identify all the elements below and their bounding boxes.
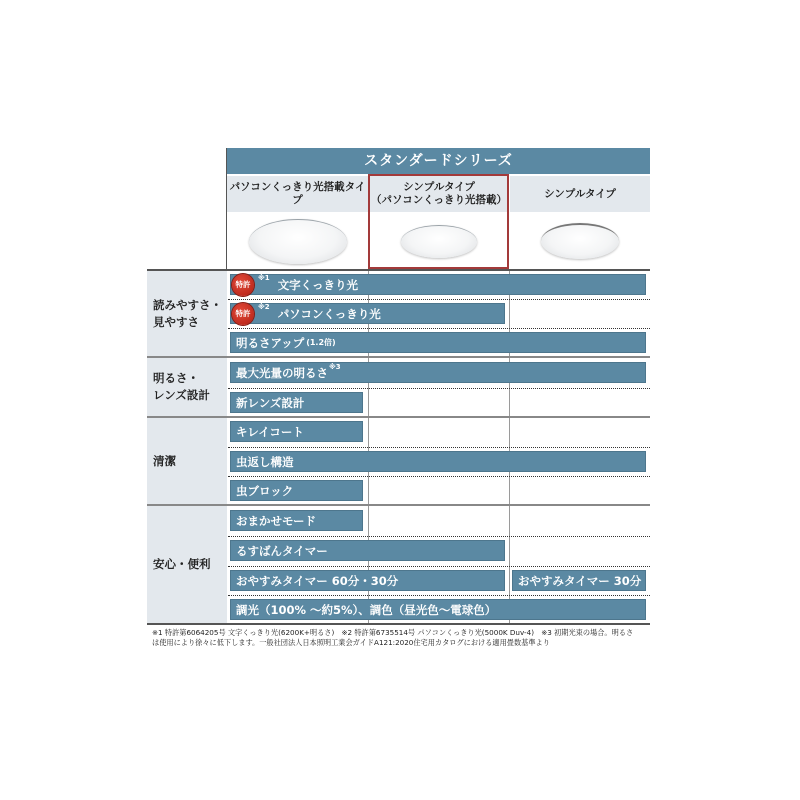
feature-suffix: (1.2倍)	[306, 338, 336, 347]
column-2-label-line1: シンプルタイプ	[403, 181, 475, 193]
category-label: 安心・便利	[153, 557, 211, 571]
row-separator	[228, 595, 650, 596]
feature-bar-insect-return	[230, 451, 646, 472]
row-separator	[228, 447, 650, 448]
category-readability	[147, 271, 227, 356]
ceiling-light-icon	[249, 219, 347, 264]
feature-label: 虫ブロック	[236, 483, 294, 498]
row-separator	[228, 566, 650, 567]
product-image-1	[227, 212, 368, 270]
feature-label: 虫返し構造	[236, 454, 294, 469]
footnotes	[152, 628, 652, 648]
feature-bar-insect-block	[230, 480, 363, 501]
category-label: 明るさ・	[153, 371, 199, 385]
feature-bar-new-lens	[230, 392, 363, 413]
feature-bar-oyasumi-timer-60-30	[230, 570, 505, 591]
section-divider	[147, 416, 650, 418]
footnote-line-1: ※1 特許第6064205号 文字くっきり光(6200K+明るさ) ※2 特許第6735514号 パソコンくっきり光(5000K Duv-4) ※3 初期光束の場合。明るさ	[152, 628, 634, 637]
feature-bar-brightness-up	[230, 332, 646, 353]
column-header-1	[227, 176, 368, 212]
series-title: スタンダードシリーズ	[227, 148, 650, 174]
patent-badge-icon: 特許	[232, 274, 254, 296]
feature-label: るすばんタイマー	[236, 543, 328, 558]
feature-label: 明るさアップ	[236, 335, 305, 350]
feature-label: パソコンくっきり光	[277, 306, 381, 321]
feature-label: 文字くっきり光	[277, 277, 358, 292]
column-2-label-line2: （パソコンくっきり光搭載）	[370, 194, 508, 206]
highlight-frame	[368, 174, 509, 269]
footnote-mark: ※3	[329, 363, 341, 371]
row-separator	[228, 328, 650, 329]
section-divider	[147, 356, 650, 358]
feature-bar-max-brightness	[230, 362, 646, 383]
product-image-3	[510, 212, 650, 270]
feature-bar-oyasumi-timer-30	[512, 570, 646, 591]
column-1-label: パソコンくっきり光搭載タイプ	[229, 181, 366, 206]
feature-bar-kirei-coat	[230, 421, 363, 442]
feature-label: おまかせモード	[236, 513, 317, 528]
category-safety-convenience	[147, 506, 227, 623]
row-separator	[228, 299, 650, 300]
feature-label: キレイコート	[236, 424, 304, 439]
feature-bar-dimming-toning	[230, 599, 646, 620]
ceiling-light-icon	[541, 223, 619, 259]
patent-badge-icon: 特許	[232, 303, 254, 325]
feature-label: 調光（100% ～約5%）、調色（昼光色～電球色）	[236, 602, 497, 617]
category-label: 読みやすさ・	[153, 297, 222, 312]
row-separator	[228, 476, 650, 477]
category-brightness	[147, 358, 227, 416]
column-header-3	[510, 176, 650, 212]
category-label: 見やすさ	[153, 314, 199, 329]
category-cleanliness	[147, 418, 227, 504]
footnote-mark: ※2	[258, 303, 270, 311]
row-separator	[228, 536, 650, 537]
section-divider	[147, 269, 650, 271]
column-3-label: シンプルタイプ	[544, 187, 616, 200]
footnote-mark: ※1	[258, 274, 270, 282]
footnote-line-2: は使用により徐々に低下します。一般社団法人日本照明工業会ガイドA121:2020住宅用カタログにおける適用畳数基準より	[152, 638, 550, 647]
section-divider	[147, 623, 650, 625]
feature-label: 最大光量の明るさ	[236, 365, 328, 380]
feature-bar-moji-kukkiri	[230, 274, 646, 295]
feature-label: 新レンズ設計	[236, 395, 305, 410]
feature-bar-pc-kukkiri	[230, 303, 505, 324]
feature-bar-rusuban-timer	[230, 540, 505, 561]
row-separator	[228, 388, 650, 389]
section-divider	[147, 504, 650, 506]
feature-bar-omakase-mode	[230, 510, 363, 531]
feature-label: おやすみタイマー 30分	[518, 573, 642, 588]
feature-label: おやすみタイマー 60分・30分	[236, 573, 399, 588]
category-label: 清潔	[153, 453, 176, 468]
category-label: レンズ設計	[153, 388, 210, 402]
